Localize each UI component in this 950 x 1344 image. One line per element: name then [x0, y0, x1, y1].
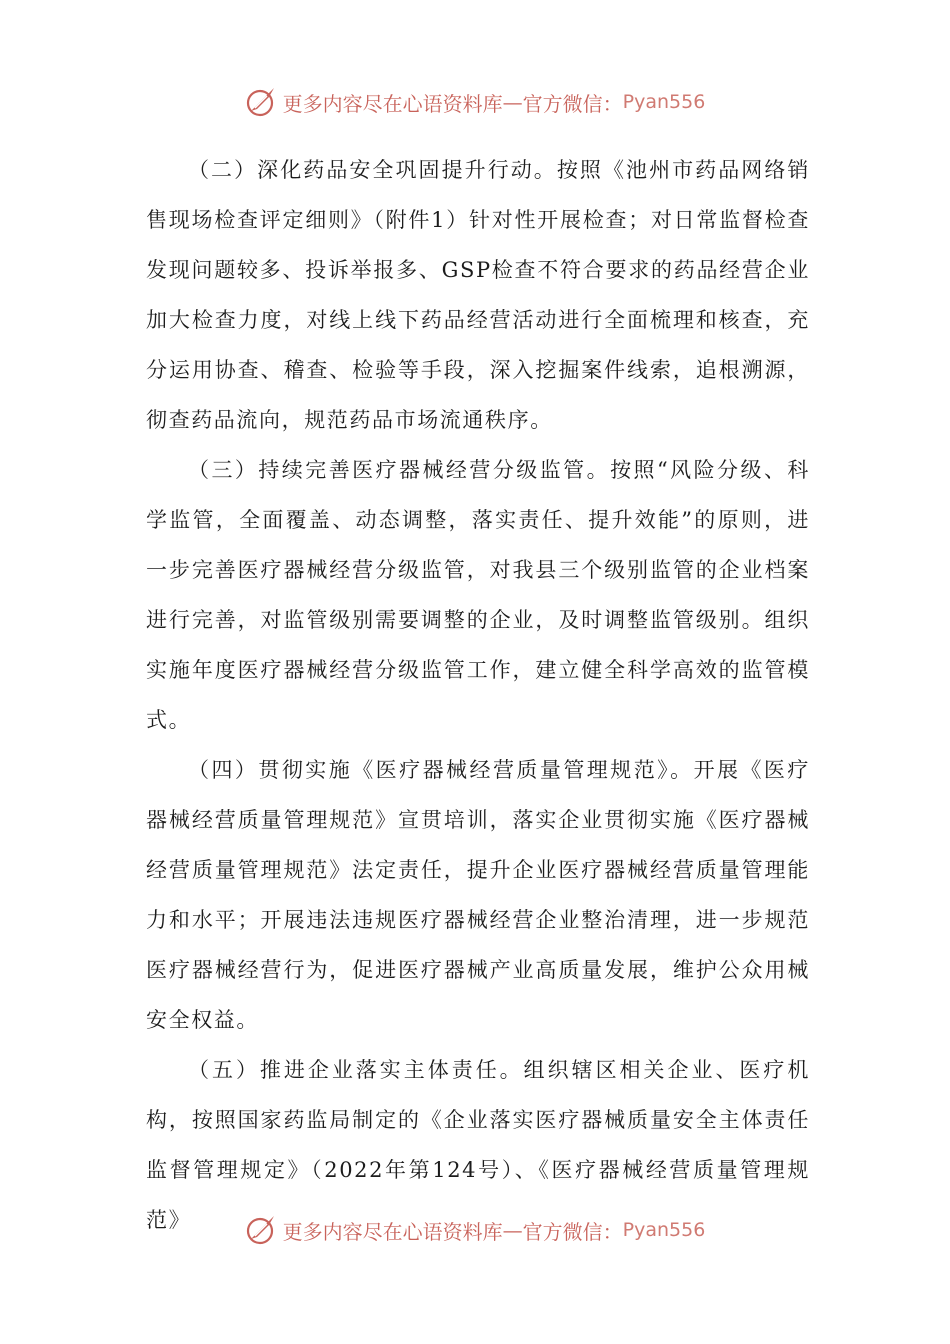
watermark-text: 更多内容尽在心语资料库	[282, 1219, 503, 1244]
watermark-contact-label: 官方微信：	[522, 91, 623, 116]
watermark-contact-id: Pyan556	[622, 1219, 706, 1241]
watermark-footer	[0, 1210, 950, 1250]
paragraph-4: （四）贯彻实施《医疗器械经营质量管理规范》。开展《医疗器械经营质量管理规范》宣贯培训，落实企业贯彻实施《医疗器械经营质量管理规范》法定责任，提升企业医疗器械经营质量管理能力和水平；开展违法违规医疗器械经营企业整治清理，进一步规范医疗器械经营行为，促进医疗器械产业高质量发展，维护公众用械安全权益。	[146, 758, 810, 1032]
quill-logo-icon	[245, 1213, 279, 1247]
watermark-contact-id: Pyan556	[622, 91, 706, 113]
watermark-text: 更多内容尽在心语资料库	[282, 91, 503, 116]
paragraph-3: （三）持续完善医疗器械经营分级监管。按照“风险分级、科学监管，全面覆盖、动态调整，落实责任、提升效能”的原则，进一步完善医疗器械经营分级监管，对我县三个级别监管的企业档案进行完善，对监管级别需要调整的企业，及时调整监管级别。组织实施年度医疗器械经营分级监管工作，建立健全科学高效的监管模式。	[146, 458, 810, 732]
watermark-dash: —	[502, 1218, 523, 1242]
quill-logo-icon	[245, 85, 279, 119]
watermark-dash: —	[502, 90, 523, 114]
watermark-contact-label: 官方微信：	[522, 1219, 623, 1244]
paragraph-2: （二）深化药品安全巩固提升行动。按照《池州市药品网络销售现场检查评定细则》（附件1）针对性开展检查；对日常监督检查发现问题较多、投诉举报多、GSP检查不符合要求的药品经营企业加大检查力度，对线上线下药品经营活动进行全面梳理和核查，充分运用协查、稽查、检验等手段，深入挖掘案件线索，追根溯源，彻查药品流向，规范药品市场流通秩序。	[146, 158, 810, 432]
watermark-header	[0, 82, 950, 122]
paragraph-5: （五）推进企业落实主体责任。组织辖区相关企业、医疗机构，按照国家药监局制定的《企业落实医疗器械质量安全主体责任监督管理规定》（2022年第124号）、《医疗器械经营质量管理规范》	[146, 1058, 810, 1232]
document-body	[146, 145, 810, 1245]
